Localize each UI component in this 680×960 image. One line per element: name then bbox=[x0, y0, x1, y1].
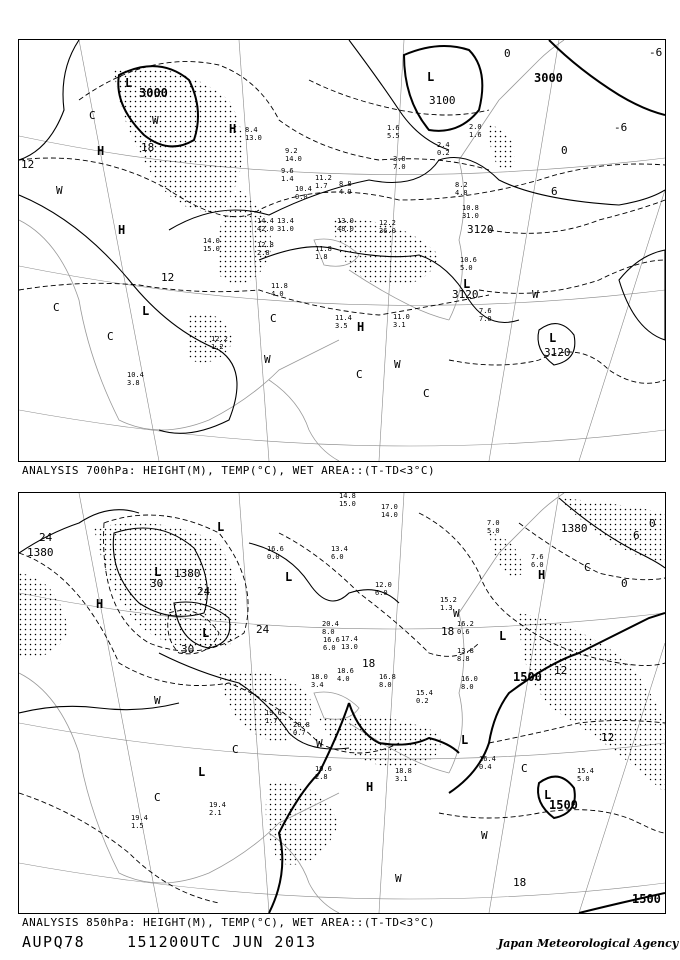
station-depression: 13.0 bbox=[341, 643, 358, 651]
station-depression: 8.0 bbox=[379, 681, 392, 689]
station-temp: 10.4 bbox=[127, 371, 144, 379]
station-depression: 3.5 bbox=[335, 322, 348, 330]
station-temp: 17.4 bbox=[341, 635, 358, 643]
station-depression: 3.1 bbox=[395, 775, 408, 783]
station-temp: 13.8 bbox=[457, 647, 474, 655]
station-temp: 20.8 bbox=[293, 721, 310, 729]
high-center: H bbox=[229, 122, 237, 136]
station-temp: 7.6 bbox=[479, 307, 492, 315]
station-depression: 1.2 bbox=[211, 343, 224, 351]
height-label: 3000 bbox=[139, 86, 168, 100]
station-depression: 1.4 bbox=[281, 175, 294, 183]
station-depression: 5.0 bbox=[577, 775, 590, 783]
chart-700hpa bbox=[18, 39, 666, 462]
station-temp: 9.2 bbox=[285, 147, 298, 155]
station-temp: 7.6 bbox=[531, 553, 544, 561]
coastlines bbox=[19, 40, 564, 461]
height-label: 3120 bbox=[467, 223, 494, 236]
warm-center: W bbox=[395, 872, 402, 885]
station-temp: 16.6 bbox=[323, 636, 340, 644]
station-depression: 8.0 bbox=[322, 628, 335, 636]
station-temp: 19.6 bbox=[315, 765, 332, 773]
high-center: H bbox=[96, 597, 104, 611]
temp-label: 18 bbox=[362, 657, 376, 670]
low-center: L bbox=[142, 304, 150, 318]
height-label: 1500 bbox=[513, 670, 542, 684]
station-depression: 5.5 bbox=[387, 132, 400, 140]
warm-center: W bbox=[154, 694, 161, 707]
station-depression: 6.0 bbox=[531, 561, 544, 569]
station-temp: 12.2 bbox=[211, 335, 228, 343]
station-depression: 36.0 bbox=[379, 227, 396, 235]
station-depression: 7.0 bbox=[393, 163, 406, 171]
station-temp: 8.8 bbox=[339, 180, 352, 188]
station-depression: 1.7 bbox=[315, 182, 328, 190]
cold-center: C bbox=[232, 743, 239, 756]
station-temp: 17.0 bbox=[381, 503, 398, 511]
low-center: L bbox=[198, 765, 206, 779]
station-depression: 3.1 bbox=[393, 321, 406, 329]
station-depression: 1.8 bbox=[315, 253, 328, 261]
low-center: L bbox=[549, 331, 557, 345]
station-temp: 13.4 bbox=[331, 545, 348, 553]
station-temp: 11.0 bbox=[393, 313, 410, 321]
station-depression: 6.0 bbox=[331, 553, 344, 561]
station-depression: 7.0 bbox=[479, 315, 492, 323]
map-700hpa bbox=[19, 40, 665, 461]
station-depression: 3.8 bbox=[127, 379, 140, 387]
cold-center: C bbox=[107, 330, 114, 343]
station-depression: 2.1 bbox=[209, 809, 222, 817]
warm-center: W bbox=[532, 288, 539, 301]
station-depression: 1.5 bbox=[131, 822, 144, 830]
warm-center: W bbox=[264, 353, 271, 366]
temp-label: 0 bbox=[649, 517, 656, 530]
station-temp: 12.0 bbox=[375, 581, 392, 589]
high-center: H bbox=[357, 320, 365, 334]
station-temp: 10.6 bbox=[460, 256, 477, 264]
high-center: H bbox=[538, 568, 546, 582]
station-temp: 15.4 bbox=[416, 689, 433, 697]
station-temp: 18.8 bbox=[395, 767, 412, 775]
station-temp: 11.8 bbox=[315, 245, 332, 253]
caption-850hpa: ANALYSIS 850hPa: HEIGHT(M), TEMP(°C), WET AREA::(T-TD<3°C) bbox=[22, 916, 436, 929]
high-center: H bbox=[118, 223, 126, 237]
height-label: 3120 bbox=[452, 288, 479, 301]
cold-center: C bbox=[270, 312, 277, 325]
low-center: L bbox=[544, 788, 552, 802]
station-temp: 16.6 bbox=[267, 545, 284, 553]
height-label: 1500 bbox=[549, 798, 578, 812]
height-label: 1380 bbox=[27, 546, 54, 559]
station-temp: 2.4 bbox=[437, 141, 450, 149]
temp-label: 30 bbox=[181, 643, 195, 656]
station-temp: 14.4 bbox=[257, 217, 274, 225]
height-label: 3100 bbox=[429, 94, 456, 107]
station-temp: 19.6 bbox=[265, 709, 282, 717]
low-center: L bbox=[125, 76, 133, 90]
temp-label: 30 bbox=[150, 577, 164, 590]
station-temp: 16.8 bbox=[379, 673, 396, 681]
station-temp: 15.4 bbox=[577, 767, 594, 775]
temp-label: 18 bbox=[141, 141, 155, 154]
temp-label: 0 bbox=[621, 577, 628, 590]
station-temp: 19.4 bbox=[131, 814, 148, 822]
low-center: L bbox=[202, 626, 210, 640]
temp-label: 24 bbox=[197, 585, 211, 598]
station-depression: 5.0 bbox=[487, 527, 500, 535]
station-depression: 14.0 bbox=[285, 155, 302, 163]
low-center: L bbox=[154, 565, 162, 579]
station-temp: 16.4 bbox=[479, 755, 496, 763]
station-depression: 0.7 bbox=[293, 729, 306, 737]
temp-label: 24 bbox=[39, 531, 53, 544]
low-center: L bbox=[217, 520, 225, 534]
temp-label: 6 bbox=[551, 185, 558, 198]
station-temp: 15.2 bbox=[440, 596, 457, 604]
station-depression: 2.8 bbox=[257, 249, 270, 257]
temp-label: -6 bbox=[649, 46, 663, 59]
warm-center: W bbox=[56, 184, 63, 197]
height-label: 3000 bbox=[534, 71, 563, 85]
station-temp: 16.0 bbox=[461, 675, 478, 683]
height-label: 1500 bbox=[632, 892, 661, 906]
caption-700hpa: ANALYSIS 700hPa: HEIGHT(M), TEMP(°C), WET AREA::(T-TD<3°C) bbox=[22, 464, 436, 477]
station-depression: 0.0 bbox=[267, 553, 280, 561]
station-temp: 1.6 bbox=[387, 124, 400, 132]
temp-label: 6 bbox=[633, 529, 640, 542]
warm-center: W bbox=[152, 114, 159, 127]
station-temp: 13.4 bbox=[277, 217, 294, 225]
high-center: H bbox=[366, 780, 374, 794]
station-temp: 3.0 bbox=[393, 155, 406, 163]
station-temp: 12.2 bbox=[379, 219, 396, 227]
station-depression: 15.0 bbox=[203, 245, 220, 253]
station-depression: 6.0 bbox=[375, 589, 388, 597]
chart-850hpa bbox=[18, 492, 666, 914]
station-depression: 4.8 bbox=[455, 189, 468, 197]
warm-center: W bbox=[453, 607, 460, 620]
warm-center: W bbox=[481, 829, 488, 842]
station-depression: 8.8 bbox=[457, 655, 470, 663]
station-depression: 31.0 bbox=[277, 225, 294, 233]
temp-label: 12 bbox=[21, 158, 35, 171]
valid-time: 151200UTC JUN 2013 bbox=[127, 933, 317, 951]
temp-label: 12 bbox=[554, 664, 568, 677]
station-depression: 6.0 bbox=[323, 644, 336, 652]
station-temp: 8.2 bbox=[455, 181, 468, 189]
station-temp: 18.6 bbox=[337, 667, 354, 675]
station-temp: 7.0 bbox=[487, 519, 500, 527]
station-depression: 48.0 bbox=[337, 225, 354, 233]
station-temp: 8.4 bbox=[245, 126, 258, 134]
cold-center: C bbox=[423, 387, 430, 400]
temp-label: 18 bbox=[441, 625, 455, 638]
station-depression: 42.0 bbox=[257, 225, 274, 233]
wet-area bbox=[114, 68, 515, 363]
station-temp: 12.8 bbox=[257, 241, 274, 249]
station-temp: 11.8 bbox=[271, 282, 288, 290]
height-label: 3120 bbox=[544, 346, 571, 359]
low-center: L bbox=[461, 733, 469, 747]
temp-label: 18 bbox=[513, 876, 527, 889]
warm-center: W bbox=[316, 737, 323, 750]
temp-label: 24 bbox=[256, 623, 270, 636]
station-depression: 2.8 bbox=[315, 773, 328, 781]
height-label: 1380 bbox=[174, 567, 201, 580]
cold-center: C bbox=[521, 762, 528, 775]
height-label: 1380 bbox=[561, 522, 588, 535]
station-depression: 0.6 bbox=[457, 628, 470, 636]
station-depression: 1.6 bbox=[469, 131, 482, 139]
station-depression: 15.0 bbox=[339, 500, 356, 508]
station-depression: 3.4 bbox=[311, 681, 324, 689]
station-temp: 18.0 bbox=[311, 673, 328, 681]
station-temp: 2.0 bbox=[469, 123, 482, 131]
station-depression: 14.0 bbox=[381, 511, 398, 519]
station-depression: 0.4 bbox=[479, 763, 492, 771]
station-depression: 1.7 bbox=[265, 717, 278, 725]
temp-label: 0 bbox=[561, 144, 568, 157]
station-depression: 5.0 bbox=[460, 264, 473, 272]
station-temp: 16.2 bbox=[457, 620, 474, 628]
station-temp: 19.4 bbox=[209, 801, 226, 809]
low-center: L bbox=[499, 629, 507, 643]
cold-center: C bbox=[154, 791, 161, 804]
cold-center: C bbox=[356, 368, 363, 381]
temp-label: -6 bbox=[614, 121, 628, 134]
temp-label: 12 bbox=[601, 731, 615, 744]
low-center: L bbox=[463, 277, 471, 291]
cold-center: C bbox=[584, 561, 591, 574]
agency-credit: Japan Meteorological Agency bbox=[498, 937, 679, 950]
station-depression: 1.3 bbox=[440, 604, 453, 612]
temp-label: 0 bbox=[504, 47, 511, 60]
station-temp: 14.8 bbox=[339, 493, 356, 500]
station-temp: 11.2 bbox=[315, 174, 332, 182]
low-center: L bbox=[285, 570, 293, 584]
station-depression: 0.0 bbox=[295, 193, 308, 201]
station-temp: 20.4 bbox=[322, 620, 339, 628]
station-temp: 13.0 bbox=[337, 217, 354, 225]
station-temp: 14.0 bbox=[203, 237, 220, 245]
map-850hpa bbox=[19, 493, 665, 913]
station-depression: 31.0 bbox=[462, 212, 479, 220]
station-temp: 10.4 bbox=[295, 185, 312, 193]
cold-center: C bbox=[89, 109, 96, 122]
station-depression: 0.2 bbox=[437, 149, 450, 157]
station-depression: 8.0 bbox=[461, 683, 474, 691]
chart-code: AUPQ78 bbox=[22, 933, 86, 951]
station-depression: 13.0 bbox=[245, 134, 262, 142]
station-temp: 10.8 bbox=[462, 204, 479, 212]
station-depression: 0.2 bbox=[416, 697, 429, 705]
station-depression: 4.0 bbox=[271, 290, 284, 298]
cold-center: C bbox=[53, 301, 60, 314]
station-depression: 4.9 bbox=[339, 188, 352, 196]
station-depression: 4.0 bbox=[337, 675, 350, 683]
temp-label: 12 bbox=[161, 271, 175, 284]
station-temp: 9.6 bbox=[281, 167, 294, 175]
station-temp: 11.4 bbox=[335, 314, 352, 322]
high-center: H bbox=[97, 144, 105, 158]
low-center: L bbox=[427, 70, 435, 84]
warm-center: W bbox=[394, 358, 401, 371]
